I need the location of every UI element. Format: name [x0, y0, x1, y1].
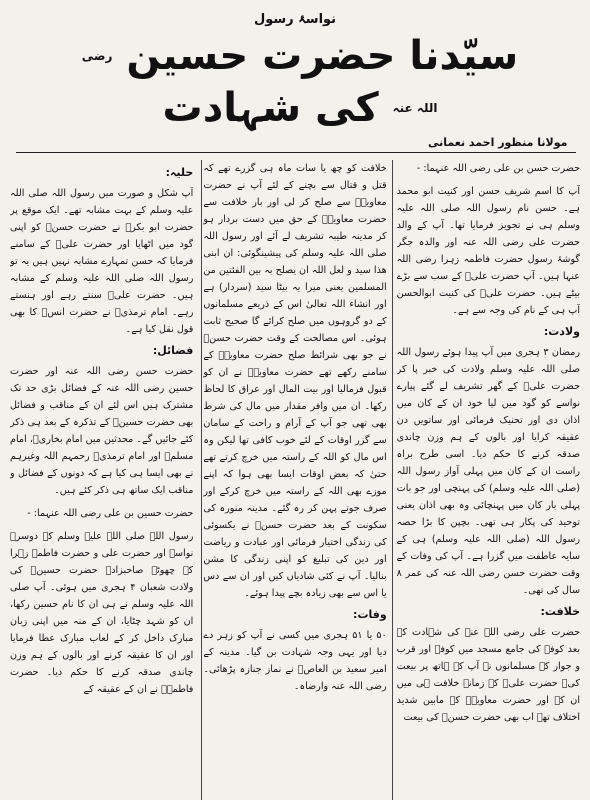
- paragraph: حضرت حسن بن علی رضی اللہ عنہما: -: [416, 163, 580, 174]
- title-tail: کی شہادت: [162, 85, 379, 131]
- kicker: نواسۂ رسول: [253, 12, 337, 27]
- paragraph: آپ کا اسم شریف حسن اور کنیت ابو محمد ہے۔ حسن نام رسول اللہ صلی اللہ علیہ وسلم ہی نے تجویز فرمایا تھا۔ آپ کے والد حضرت علی رضی اللہ عنہ اور والدہ جگر گوشۂ رسول حضرت فاطمہ زہرا رضی اللہ عنہا ہیں۔ آپ حضرت علیؓ کے سب سے بڑے بیٹے ہیں۔ حضرت علیؓ کی کنیت ابوالحسن آپ ہی کے نام کی وجہ سے ہے۔: [396, 186, 580, 316]
- paragraph: رسول اللہ صلی اللہ علیہ وسلم کے دوسرے نواسے اور حضرت علی و حضرت فاطمہ زہرا کے چھوٹے صاحبزادے حضرت حسینؓ کی ولادت شعبان ۴ ہجری میں ہوئی۔ آپ صلی اللہ علیہ وسلم نے ہی ان کا نام حسین رکھا، ان کو شہد چٹایا، ان کے منہ میں اپنی زبان مبارک داخل کر کے لعاب مبارک عطا فرمایا اور ان کا عقیقہ کرنے اور بالوں کے ہم وزن چاندی صدقہ کرنے کا حکم دیا۔ حضرت فاطمہؓ نے ان کے عقیقہ کے: [10, 531, 194, 695]
- paragraph: حضرت علی رضی اللہ عنہ کی شہادت کے بعد کوفہ کی جامع مسجد میں کوفہ اور قرب و جوار کے مسلمانوں نے آپ کے ہاتھ پر بیعت کی۔ حضرت علیؓ کے زمانہ خلافت ہی میں ان کے اور حضرت معاویہؓ کے مابین شدید اختلاف تھے اب بھی حضرت حسنؓ کی بیعت: [396, 627, 580, 723]
- column-right: [397, 160, 580, 800]
- honorific: رضی اللہ عنہ: [81, 49, 438, 115]
- title-main: سیّدنا حضرت حسین: [126, 33, 519, 79]
- paragraph: حضرت حسین بن علی رضی اللہ عنہما: -: [27, 508, 194, 519]
- paragraph: خلافت کو چھ یا سات ماہ ہی گزرے تھے کہ قتل و قتال سے بچنے کے لئے آپ نے حضرت معاویہؓ سے صلح کر لی اور بار خلافت سے حضرت معاویہؓ کے حق میں دست بردار ہو کر مدینہ طیبہ تشریف لے آئے اور رسول اللہ صلی اللہ علیہ وسلم کی پیشینگوئی: ان ابنی ھذا سید و لعل اللہ ان یصلح بہ بین الفئتین من المسلمین یعنی میرا یہ بیٹا سید (سردار) ہے اور انشاء اللہ تعالیٰ اس کے ذریعے مسلمانوں کے دو گروہوں میں صلح کرائے گا صحیح ثابت ہوئی۔ اس مصالحت کے وقت حضرت حسنؓ نے جو بھی شرائط صلح حضرت معاویہؓ کے سامنے رکھے تھے حضرت معاویہؓ نے ان کو قبول فرمالیا اور بیت المال اور عراق کا لحاظ رکھا۔ ان میں وافر مقدار میں مال کی شرط بھی تھی جو آپ کے آرام و راحت کے سامان سے گزر اوقات کے لئے خوب کافی تھا لیکن وہ اس مال کو اللہ کے راستہ میں خرچ کرتے تھے حتیٰ کہ بعض اوقات ایسا بھی ہوا کہ اپنے موزے بھی اللہ کے راستہ میں خرچ کرکے اور صرف جوتے پہن کر رہ گئے۔ مدینہ منورہ کی سکونت کے بعد حضرت حسنؓ نے یکسوئی کی زندگی اختیار فرمائی اور عبادت و ریاضت اور دین کی تبلیغ کو اپنی زندگی کا مشن بنالیا۔ آپ نے کئی شادیاں کیں اور ان سے دس یا اس سے بھی زیادہ بچے پیدا ہوئے۔: [203, 163, 387, 599]
- column-divider: [201, 160, 202, 800]
- section-heading: وفات:: [353, 608, 387, 621]
- column-middle: [203, 160, 386, 800]
- paragraph: ۵۰ یا ۵۱ ہجری میں کسی نے آپ کو زہر دے دیا اور یہی وجہ شہادت بن گیا۔ مدینہ کے امیر سعید بن العاصؓ نے نماز جنازہ پڑھائی۔ رضی اللہ عنہ وارضاہ۔: [203, 630, 387, 692]
- section-heading: فضائل:: [152, 344, 194, 357]
- column-left: [10, 160, 193, 800]
- section-heading: خلافت:: [540, 605, 580, 618]
- page-title: [80, 30, 520, 134]
- paragraph: آپ شکل و صورت میں رسول اللہ صلی اللہ علیہ وسلم کے بہت مشابہ تھے۔ ایک موقع پر حضرت ابو بکرؓ نے حضرت حسنؓ کو اپنی گود میں اٹھایا اور حضرت علیؓ کے سامنے فرمایا کہ حسن تمہارے مشابہ نہیں ہیں یہ تو رسول اللہ صلی اللہ علیہ وسلم کے مشابہ ہیں۔ حضرت علیؓ سنتے رہے اور ہنستے رہے۔ امام ترمذیؒ نے حضرت انسؓ کا بھی قول نقل کیا ہے۔: [10, 188, 194, 335]
- paragraph: حضرت حسن رضی اللہ عنہ اور حضرت حسین رضی اللہ عنہ کے فضائل بڑی حد تک مشترک ہیں اس لئے ان کے مناقب و فضائل بھی حضرت حسینؓ کے تذکرہ کے بعد ہی ذکر کئے جائیں گے۔ محدثین میں امام بخاریؒ، امام مسلمؒ اور امام ترمذیؒ رحمہم اللہ وغیرہم نے بھی ایسا ہی کیا ہے کہ دونوں کے فضائل و مناقب ایک ساتھ ہی ذکر کئے ہیں۔: [10, 366, 194, 496]
- column-divider: [392, 160, 393, 800]
- article-columns: [10, 160, 580, 800]
- header-rule: [16, 152, 576, 153]
- section-heading: حلیہ:: [165, 166, 194, 179]
- paragraph: رمضان ۳ ہجری میں آپ پیدا ہوئے رسول اللہ صلی اللہ علیہ وسلم ولادت کی خبر پا کر حضرت علیؓ کے گھر تشریف لے گئے پیارے نواسے کو گود میں لیا خود ان کے کان میں اذان دی اور تحنیک فرمائی اور ساتویں دن عقیقہ کرایا اور بالوں کے ہم وزن چاندی صدقہ کرنے کا حکم دیا۔ اسی طرح براہ راست ان کے کان میں پہلی آواز رسول اللہ (صلی اللہ علیہ وسلم) کی پہنچی اور جو بات پہلی بار کان میں پہنچائی وہ بھی اذان یعنی توحید کی پکار ہی تھی۔ بچپن کا بڑا حصہ رسول اللہ (صلی اللہ علیہ وسلم) ہی کے سایہ عاطفت میں گزرا ہے۔ آپ کی وفات کے وقت حضرت حسن رضی اللہ عنہ کی عمر ۸ سال کی تھی۔: [396, 347, 580, 596]
- section-heading: ولادت:: [543, 325, 580, 338]
- author-byline: مولانا منظور احمد نعمانی: [428, 136, 568, 149]
